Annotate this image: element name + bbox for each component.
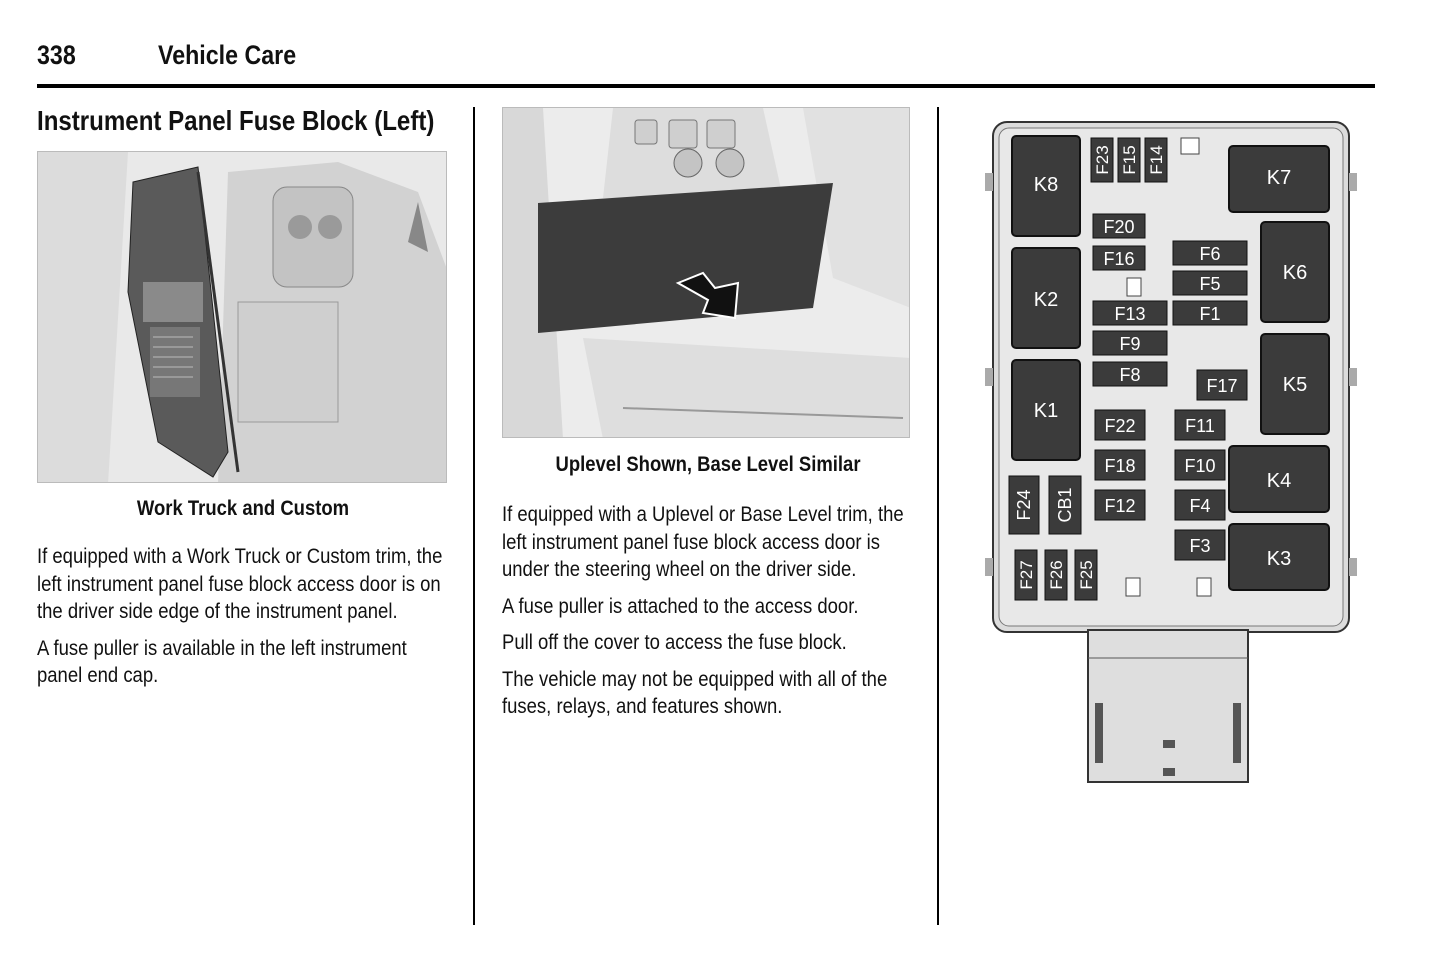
fuse-f3 — [1175, 530, 1225, 560]
fuse-f6 — [1173, 241, 1247, 265]
svg-text:K3: K3 — [1266, 548, 1292, 570]
fuse-f24 — [1009, 476, 1039, 534]
page-heading: Instrument Panel Fuse Block (Left) — [37, 105, 435, 136]
svg-text:K8: K8 — [1033, 174, 1059, 196]
paragraph: If equipped with a Uplevel or Base Level trim, the left instrument panel fuse block access door is under the steering wheel on the driver side. — [502, 503, 904, 581]
fuse-f13 — [1093, 301, 1167, 325]
figure-caption: Uplevel Shown, Base Level Similar — [555, 453, 861, 476]
relay-k3 — [1229, 524, 1329, 590]
figure-caption: Work Truck and Custom — [136, 497, 350, 520]
fuse-f12 — [1095, 490, 1145, 520]
column-uplevel — [502, 107, 914, 730]
svg-text:F11: F11 — [1185, 416, 1215, 436]
fuse-f22 — [1095, 410, 1145, 440]
fuse-f11 — [1175, 410, 1225, 440]
relay-k2 — [1012, 248, 1080, 348]
fuse-block-diagram — [985, 118, 1365, 788]
svg-text:F25: F25 — [1077, 560, 1096, 590]
column-work-truck — [37, 105, 449, 699]
column-divider — [937, 107, 939, 925]
fuse-f16 — [1093, 246, 1145, 270]
svg-text:F24: F24 — [1014, 489, 1034, 521]
relay-k7 — [1229, 146, 1329, 212]
svg-text:K6: K6 — [1282, 262, 1308, 284]
paragraph: The vehicle may not be equipped with all of the fuses, relays, and features shown. — [502, 667, 888, 718]
paragraph: Pull off the cover to access the fuse block. — [502, 631, 847, 654]
svg-text:F23: F23 — [1093, 145, 1112, 175]
fuse-f23 — [1091, 138, 1113, 182]
fuse-f1 — [1173, 301, 1247, 325]
circuit-breaker-cb1 — [1049, 476, 1081, 534]
svg-text:F3: F3 — [1189, 536, 1211, 556]
fuse-f15 — [1118, 138, 1140, 182]
paragraph: A fuse puller is attached to the access door. — [502, 594, 859, 618]
fuse-f10 — [1175, 450, 1225, 480]
relay-k6 — [1261, 222, 1329, 322]
relay-k5 — [1261, 334, 1329, 434]
body-text — [502, 501, 914, 721]
svg-text:F15: F15 — [1120, 145, 1139, 175]
fuse-f27 — [1015, 550, 1037, 600]
fuse-f18 — [1095, 450, 1145, 480]
connector-stem — [1088, 630, 1248, 782]
fuse-f17 — [1197, 370, 1247, 400]
svg-text:F4: F4 — [1189, 496, 1211, 516]
page-number: 338 — [37, 40, 76, 70]
column-divider — [473, 107, 475, 925]
fuse-f4 — [1175, 490, 1225, 520]
svg-text:K1: K1 — [1033, 400, 1059, 422]
svg-text:F9: F9 — [1119, 334, 1141, 354]
svg-text:K7: K7 — [1266, 167, 1292, 189]
svg-text:F12: F12 — [1104, 496, 1136, 516]
svg-text:F14: F14 — [1147, 145, 1166, 175]
svg-text:F16: F16 — [1103, 249, 1135, 269]
svg-text:F5: F5 — [1199, 274, 1221, 294]
svg-text:F26: F26 — [1047, 560, 1066, 590]
fuse-f25 — [1075, 550, 1097, 600]
svg-text:F18: F18 — [1104, 456, 1136, 476]
fuse-f8 — [1093, 362, 1167, 386]
svg-text:CB1: CB1 — [1055, 487, 1075, 523]
svg-text:F27: F27 — [1017, 560, 1036, 590]
paragraph: A fuse puller is available in the left instrument panel end cap. — [37, 636, 407, 687]
body-text — [37, 543, 449, 690]
relay-k8 — [1012, 136, 1080, 236]
fuse-f14 — [1145, 138, 1167, 182]
svg-text:K4: K4 — [1266, 470, 1292, 492]
svg-text:F17: F17 — [1206, 376, 1238, 396]
fuse-f5 — [1173, 271, 1247, 295]
uplevel-illustration — [502, 107, 910, 438]
work-truck-illustration — [37, 151, 447, 483]
page-header — [37, 36, 1375, 88]
relay-k1 — [1012, 360, 1080, 460]
svg-text:K5: K5 — [1282, 374, 1308, 396]
svg-text:F20: F20 — [1103, 217, 1135, 237]
section-title: Vehicle Care — [158, 40, 297, 70]
relay-k4 — [1229, 446, 1329, 512]
svg-text:F13: F13 — [1114, 304, 1146, 324]
svg-text:F10: F10 — [1184, 456, 1216, 476]
svg-text:F22: F22 — [1104, 416, 1136, 436]
svg-text:F1: F1 — [1199, 304, 1221, 324]
paragraph: If equipped with a Work Truck or Custom trim, the left instrument panel fuse block access door is on the driver side edge of the instrument panel. — [37, 545, 443, 623]
fuse-f20 — [1093, 214, 1145, 238]
fuse-f9 — [1093, 331, 1167, 355]
svg-text:K2: K2 — [1033, 289, 1059, 311]
svg-text:F6: F6 — [1199, 244, 1221, 264]
fuse-f26 — [1045, 550, 1067, 600]
svg-text:F8: F8 — [1119, 365, 1141, 385]
